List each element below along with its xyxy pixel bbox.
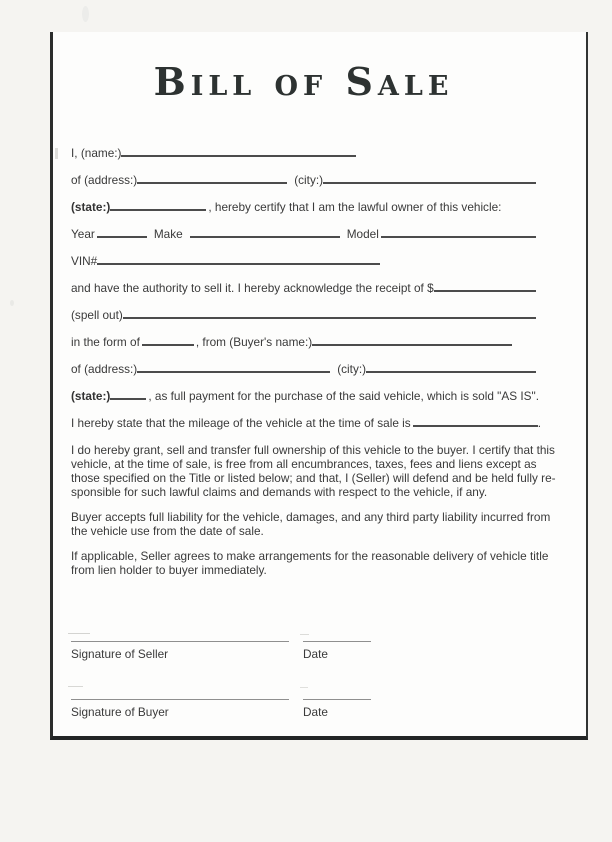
- buyer-signature-field[interactable]: [71, 687, 289, 700]
- clause-line: Buyer accepts full liability for the vehicle, damages, and any third party liability incurred from: [71, 510, 551, 524]
- scan-artifact: [68, 686, 83, 687]
- vehicle-ymm-row: [71, 227, 536, 241]
- buyer-address-label: of (address:): [71, 362, 138, 376]
- seller-signature-label: Signature of Seller: [71, 647, 169, 661]
- buyer-name-field[interactable]: [312, 344, 512, 346]
- bill-of-sale-form: [50, 32, 588, 740]
- scan-artifact: [55, 148, 58, 159]
- form-fields: [71, 146, 541, 430]
- form-title: Bill of Sale: [153, 59, 454, 104]
- make-label: Make: [153, 227, 183, 241]
- buyer-address-field[interactable]: [137, 371, 330, 373]
- receipt-row: [71, 281, 536, 295]
- clause-line: vehicle, at the time of sale, is free from all encumbrances, taxes, fees and liens except as: [71, 457, 537, 471]
- scan-artifact: [68, 633, 90, 634]
- vin-row: [71, 254, 536, 268]
- seller-address-label: of (address:): [71, 173, 138, 187]
- clause-line: those specified on the Title or listed below; and that, I (Seller) will defend and be held fully re-: [71, 471, 556, 485]
- payment-form-row: [71, 335, 536, 349]
- seller-name-row: [71, 146, 536, 160]
- make-field[interactable]: [190, 236, 340, 238]
- receipt-amount-field[interactable]: [434, 290, 536, 292]
- vin-label: VIN#: [71, 254, 98, 268]
- scan-artifact: [300, 634, 309, 635]
- seller-address-field[interactable]: [137, 182, 287, 184]
- model-field[interactable]: [381, 236, 536, 238]
- payment-text: , as full payment for the purchase of the said vehicle, which is sold "AS IS".: [148, 389, 539, 403]
- transfer-clause: [71, 443, 556, 499]
- certify-text: , hereby certify that I am the lawful owner of this vehicle:: [208, 200, 502, 214]
- buyer-signature-row: [71, 687, 536, 719]
- form-of-label: in the form of: [71, 335, 140, 349]
- buyer-date-field[interactable]: [303, 687, 371, 700]
- clause-line: sponsible for such lawful claims and demands with respect to the vehicle, if any.: [71, 485, 488, 499]
- seller-signature-field[interactable]: [71, 629, 289, 642]
- seller-state-row: [71, 200, 536, 214]
- payment-form-field[interactable]: [142, 344, 194, 346]
- title-delivery-clause: [71, 549, 549, 577]
- authority-text: and have the authority to sell it. I hereby acknowledge the receipt of $: [71, 281, 434, 295]
- clause-line: If applicable, Seller agrees to make arrangements for the reasonable delivery of vehicle title: [71, 549, 549, 563]
- spell-out-field[interactable]: [123, 317, 536, 319]
- mileage-text: I hereby state that the mileage of the vehicle at the time of sale is: [71, 416, 411, 430]
- liability-clause: [71, 510, 551, 538]
- buyer-state-field[interactable]: [110, 398, 146, 400]
- seller-state-field[interactable]: [110, 209, 206, 211]
- buyer-city-field[interactable]: [366, 371, 536, 373]
- seller-state-label: (state:): [71, 200, 111, 214]
- buyer-state-label: (state:): [71, 389, 111, 403]
- seller-name-label: I, (name:): [71, 146, 122, 160]
- buyer-state-row: [71, 389, 539, 403]
- buyer-name-label: , from (Buyer's name:): [195, 335, 313, 349]
- seller-date-label: Date: [303, 647, 328, 661]
- buyer-date-label: Date: [303, 705, 328, 719]
- seller-address-row: [71, 173, 536, 187]
- buyer-city-label: (city:): [337, 362, 367, 376]
- spell-out-label: (spell out): [71, 308, 123, 322]
- seller-city-label: (city:): [294, 173, 324, 187]
- scan-artifact: [10, 300, 14, 306]
- clause-line: from lien holder to buyer immediately.: [71, 563, 267, 577]
- clause-line: I do hereby grant, sell and transfer full ownership of this vehicle to the buyer. I certify that this: [71, 443, 555, 457]
- seller-date-field[interactable]: [303, 629, 371, 642]
- spell-out-row: [71, 308, 536, 322]
- scan-artifact: [82, 6, 89, 22]
- clause-line: the vehicle use from the date of sale.: [71, 524, 264, 538]
- year-field[interactable]: [97, 236, 147, 238]
- mileage-field[interactable]: [413, 425, 538, 427]
- model-label: Model: [346, 227, 379, 241]
- buyer-address-row: [71, 362, 536, 376]
- mileage-suffix: .: [537, 416, 541, 430]
- seller-name-field[interactable]: [121, 155, 356, 157]
- buyer-signature-label: Signature of Buyer: [71, 705, 169, 719]
- signature-section: [71, 629, 536, 719]
- mileage-row: [71, 416, 541, 430]
- scan-artifact: [300, 687, 308, 688]
- legal-clauses: [71, 443, 556, 577]
- vin-field[interactable]: [97, 263, 380, 265]
- year-label: Year: [71, 227, 95, 241]
- seller-city-field[interactable]: [323, 182, 536, 184]
